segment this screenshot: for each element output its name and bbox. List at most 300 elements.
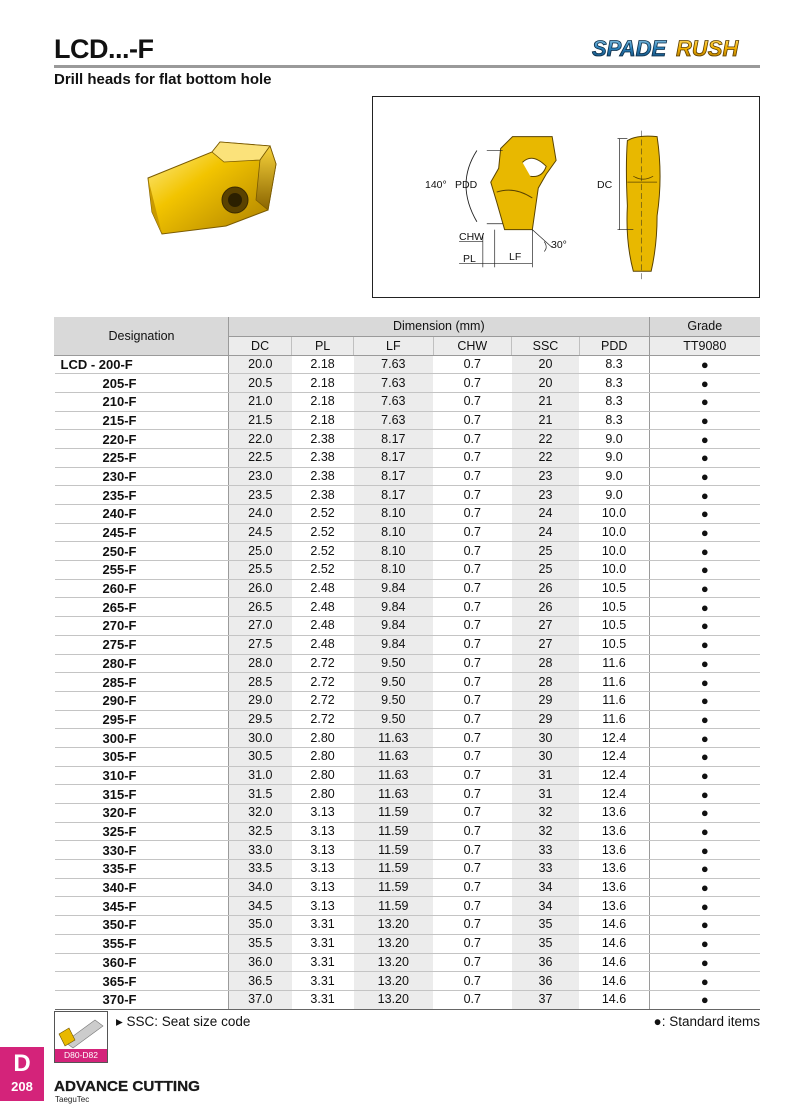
dc-cell: 20.0 (229, 355, 292, 374)
column-header-pdd: PDD (579, 336, 649, 355)
ssc-cell: 26 (512, 579, 580, 598)
pdd-cell: 9.0 (579, 467, 649, 486)
dc-cell: 21.5 (229, 411, 292, 430)
chw-cell: 0.7 (433, 355, 511, 374)
pl-cell: 2.52 (292, 561, 354, 580)
designation-cell: LCD - 200-F (55, 355, 229, 374)
dc-cell: 34.5 (229, 897, 292, 916)
pdd-cell: 10.5 (579, 598, 649, 617)
ssc-cell: 37 (512, 990, 580, 1009)
dc-cell: 21.0 (229, 392, 292, 411)
pl-cell: 2.48 (292, 617, 354, 636)
brand-subtext: TaeguTec (55, 1095, 90, 1104)
ssc-cell: 33 (512, 860, 580, 879)
ssc-cell: 26 (512, 598, 580, 617)
dc-cell: 29.0 (229, 691, 292, 710)
ssc-cell: 25 (512, 542, 580, 561)
table-row (55, 392, 761, 411)
pl-cell: 3.31 (292, 972, 354, 991)
table-row (55, 990, 761, 1009)
dc-cell: 35.5 (229, 934, 292, 953)
chw-cell: 0.7 (433, 747, 511, 766)
pl-cell: 2.52 (292, 542, 354, 561)
designation-cell: 210-F (55, 392, 229, 411)
dc-cell: 34.0 (229, 878, 292, 897)
lf-cell: 9.84 (354, 635, 434, 654)
grade-cell: ● (649, 934, 760, 953)
pl-cell: 3.31 (292, 953, 354, 972)
lf-cell: 9.84 (354, 617, 434, 636)
chw-cell: 0.7 (433, 710, 511, 729)
pl-cell: 2.18 (292, 411, 354, 430)
lf-cell: 8.10 (354, 505, 434, 524)
chw-cell: 0.7 (433, 486, 511, 505)
grade-cell: ● (649, 710, 760, 729)
chw-cell: 0.7 (433, 897, 511, 916)
pdd-cell: 10.0 (579, 505, 649, 524)
pdd-cell: 8.3 (579, 355, 649, 374)
pdd-cell: 14.6 (579, 916, 649, 935)
grade-cell: ● (649, 486, 760, 505)
ssc-cell: 23 (512, 467, 580, 486)
lf-cell: 13.20 (354, 934, 434, 953)
diagram-label-thirty: 30° (551, 239, 567, 251)
chw-cell: 0.7 (433, 542, 511, 561)
pl-cell: 2.80 (292, 747, 354, 766)
dc-cell: 24.0 (229, 505, 292, 524)
table-row (55, 467, 761, 486)
ssc-cell: 35 (512, 916, 580, 935)
chw-cell: 0.7 (433, 691, 511, 710)
pdd-cell: 11.6 (579, 673, 649, 692)
pl-cell: 2.38 (292, 430, 354, 449)
dc-cell: 23.0 (229, 467, 292, 486)
grade-cell: ● (649, 411, 760, 430)
pl-cell: 2.52 (292, 505, 354, 524)
dc-cell: 33.0 (229, 841, 292, 860)
section-letter: D (13, 1050, 31, 1077)
ssc-cell: 29 (512, 710, 580, 729)
pl-cell: 2.72 (292, 710, 354, 729)
lf-cell: 11.59 (354, 878, 434, 897)
pdd-cell: 11.6 (579, 691, 649, 710)
designation-cell: 315-F (55, 785, 229, 804)
grade-cell: ● (649, 860, 760, 879)
grade-cell: ● (649, 729, 760, 748)
grade-cell: ● (649, 953, 760, 972)
grade-cell: ● (649, 897, 760, 916)
lf-cell: 9.50 (354, 654, 434, 673)
dc-cell: 26.5 (229, 598, 292, 617)
lf-cell: 11.63 (354, 785, 434, 804)
table-row (55, 448, 761, 467)
chw-cell: 0.7 (433, 523, 511, 542)
column-header-dc: DC (229, 336, 292, 355)
table-row (55, 841, 761, 860)
pdd-cell: 13.6 (579, 860, 649, 879)
grade-cell: ● (649, 355, 760, 374)
chw-cell: 0.7 (433, 579, 511, 598)
svg-text:RUSH: RUSH (676, 36, 739, 61)
diagram-label-angle: 140° (425, 179, 447, 191)
dc-cell: 30.0 (229, 729, 292, 748)
designation-cell: 270-F (55, 617, 229, 636)
pl-cell: 2.80 (292, 729, 354, 748)
column-header-lf: LF (354, 336, 434, 355)
ssc-cell: 20 (512, 355, 580, 374)
pl-cell: 3.31 (292, 916, 354, 935)
table-row (55, 953, 761, 972)
section-tab (0, 1047, 44, 1101)
grade-cell: ● (649, 841, 760, 860)
lf-cell: 11.63 (354, 766, 434, 785)
ssc-cell: 34 (512, 897, 580, 916)
diagram-label-dc: DC (597, 179, 613, 191)
pl-cell: 3.13 (292, 897, 354, 916)
chw-cell: 0.7 (433, 934, 511, 953)
table-row (55, 916, 761, 935)
designation-cell: 230-F (55, 467, 229, 486)
lf-cell: 7.63 (354, 411, 434, 430)
grade-cell: ● (649, 467, 760, 486)
lf-cell: 7.63 (354, 392, 434, 411)
grade-cell: ● (649, 673, 760, 692)
chw-cell: 0.7 (433, 990, 511, 1009)
designation-cell: 260-F (55, 579, 229, 598)
lf-cell: 7.63 (354, 374, 434, 393)
designation-cell: 215-F (55, 411, 229, 430)
table-row (55, 430, 761, 449)
table-row (55, 822, 761, 841)
designation-cell: 240-F (55, 505, 229, 524)
table-row (55, 635, 761, 654)
chw-cell: 0.7 (433, 729, 511, 748)
column-header-pl: PL (292, 336, 354, 355)
pl-cell: 2.38 (292, 467, 354, 486)
dc-cell: 32.0 (229, 804, 292, 823)
pdd-cell: 11.6 (579, 710, 649, 729)
dc-cell: 28.0 (229, 654, 292, 673)
lf-cell: 13.20 (354, 953, 434, 972)
chw-cell: 0.7 (433, 972, 511, 991)
chw-cell: 0.7 (433, 448, 511, 467)
dc-cell: 36.0 (229, 953, 292, 972)
dc-cell: 32.5 (229, 822, 292, 841)
lf-cell: 9.84 (354, 579, 434, 598)
lf-cell: 8.17 (354, 430, 434, 449)
pl-cell: 2.52 (292, 523, 354, 542)
table-row (55, 374, 761, 393)
pdd-cell: 10.0 (579, 561, 649, 580)
pdd-cell: 13.6 (579, 822, 649, 841)
drill-head-photo (140, 130, 300, 250)
chw-cell: 0.7 (433, 785, 511, 804)
pl-cell: 3.13 (292, 878, 354, 897)
pdd-cell: 14.6 (579, 990, 649, 1009)
dc-cell: 31.0 (229, 766, 292, 785)
table-row (55, 934, 761, 953)
grade-cell: ● (649, 448, 760, 467)
drill-thumbnail-icon (55, 1012, 107, 1050)
reference-thumbnail[interactable] (54, 1011, 108, 1063)
lf-cell: 13.20 (354, 972, 434, 991)
designation-cell: 360-F (55, 953, 229, 972)
page-number: 208 (11, 1079, 33, 1094)
pl-cell: 2.18 (292, 392, 354, 411)
column-header-ssc: SSC (512, 336, 580, 355)
lf-cell: 8.17 (354, 467, 434, 486)
grade-cell: ● (649, 542, 760, 561)
pl-cell: 3.13 (292, 822, 354, 841)
lf-cell: 9.84 (354, 598, 434, 617)
diagram-label-lf: LF (509, 251, 522, 263)
chw-cell: 0.7 (433, 635, 511, 654)
pdd-cell: 12.4 (579, 785, 649, 804)
designation-cell: 325-F (55, 822, 229, 841)
pdd-cell: 8.3 (579, 374, 649, 393)
brand-text: ADVANCE CUTTING (54, 1078, 200, 1095)
dc-cell: 27.5 (229, 635, 292, 654)
dc-cell: 25.0 (229, 542, 292, 561)
dc-cell: 27.0 (229, 617, 292, 636)
dc-cell: 36.5 (229, 972, 292, 991)
page-subtitle: Drill heads for flat bottom hole (54, 71, 272, 88)
table-row (55, 505, 761, 524)
pl-cell: 2.80 (292, 785, 354, 804)
grade-cell: ● (649, 617, 760, 636)
pdd-cell: 10.0 (579, 542, 649, 561)
designation-cell: 290-F (55, 691, 229, 710)
designation-cell: 275-F (55, 635, 229, 654)
svg-text:SPADE: SPADE (592, 36, 667, 61)
dc-cell: 37.0 (229, 990, 292, 1009)
pdd-cell: 13.6 (579, 878, 649, 897)
pdd-cell: 9.0 (579, 430, 649, 449)
chw-cell: 0.7 (433, 822, 511, 841)
ssc-cell: 22 (512, 448, 580, 467)
dc-cell: 24.5 (229, 523, 292, 542)
ssc-cell: 32 (512, 804, 580, 823)
table-row (55, 691, 761, 710)
designation-cell: 310-F (55, 766, 229, 785)
ssc-cell: 20 (512, 374, 580, 393)
page-title: LCD...-F (54, 34, 154, 64)
designation-cell: 250-F (55, 542, 229, 561)
designation-header: Designation (55, 317, 229, 355)
table-row (55, 411, 761, 430)
chw-cell: 0.7 (433, 804, 511, 823)
designation-cell: 255-F (55, 561, 229, 580)
pdd-cell: 10.5 (579, 635, 649, 654)
table-row (55, 486, 761, 505)
grade-cell: ● (649, 598, 760, 617)
chw-cell: 0.7 (433, 374, 511, 393)
grade-cell: ● (649, 990, 760, 1009)
grade-cell: ● (649, 804, 760, 823)
pdd-cell: 14.6 (579, 972, 649, 991)
ssc-note: ▸ SSC: Seat size code (116, 1014, 251, 1029)
lf-cell: 11.63 (354, 747, 434, 766)
pdd-cell: 8.3 (579, 411, 649, 430)
table-row (55, 785, 761, 804)
ssc-cell: 32 (512, 822, 580, 841)
chw-cell: 0.7 (433, 467, 511, 486)
pl-cell: 2.48 (292, 635, 354, 654)
designation-cell: 295-F (55, 710, 229, 729)
table-row (55, 710, 761, 729)
lf-cell: 8.17 (354, 486, 434, 505)
grade-cell: ● (649, 523, 760, 542)
chw-cell: 0.7 (433, 654, 511, 673)
chw-cell: 0.7 (433, 505, 511, 524)
pl-cell: 2.48 (292, 579, 354, 598)
ssc-cell: 28 (512, 673, 580, 692)
chw-cell: 0.7 (433, 766, 511, 785)
table-row (55, 804, 761, 823)
table-row (55, 579, 761, 598)
ssc-cell: 24 (512, 523, 580, 542)
dimension-diagram (372, 96, 760, 298)
grade-cell: ● (649, 878, 760, 897)
grade-cell: ● (649, 392, 760, 411)
designation-cell: 340-F (55, 878, 229, 897)
ssc-cell: 30 (512, 747, 580, 766)
ssc-cell: 21 (512, 411, 580, 430)
column-header-chw: CHW (433, 336, 511, 355)
dc-cell: 20.5 (229, 374, 292, 393)
lf-cell: 8.10 (354, 523, 434, 542)
dc-cell: 28.5 (229, 673, 292, 692)
chw-cell: 0.7 (433, 878, 511, 897)
pdd-cell: 8.3 (579, 392, 649, 411)
lf-cell: 9.50 (354, 673, 434, 692)
pl-cell: 2.48 (292, 598, 354, 617)
pdd-cell: 12.4 (579, 747, 649, 766)
designation-cell: 345-F (55, 897, 229, 916)
dc-cell: 30.5 (229, 747, 292, 766)
thumbnail-label: D80-D82 (55, 1049, 107, 1062)
chw-cell: 0.7 (433, 430, 511, 449)
grade-cell: ● (649, 691, 760, 710)
pl-cell: 2.72 (292, 673, 354, 692)
grade-cell: ● (649, 635, 760, 654)
pl-cell: 3.31 (292, 990, 354, 1009)
grade-cell: ● (649, 766, 760, 785)
ssc-cell: 33 (512, 841, 580, 860)
grade-cell: ● (649, 822, 760, 841)
dimension-drawing (373, 97, 759, 297)
table-row (55, 878, 761, 897)
dc-cell: 35.0 (229, 916, 292, 935)
pl-cell: 3.13 (292, 841, 354, 860)
pdd-cell: 13.6 (579, 804, 649, 823)
ssc-cell: 30 (512, 729, 580, 748)
grade-cell: ● (649, 972, 760, 991)
grade-cell: ● (649, 505, 760, 524)
ssc-cell: 31 (512, 785, 580, 804)
ssc-cell: 23 (512, 486, 580, 505)
table-row (55, 972, 761, 991)
diagram-label-pdd: PDD (455, 179, 478, 191)
designation-cell: 305-F (55, 747, 229, 766)
designation-cell: 285-F (55, 673, 229, 692)
pl-cell: 3.13 (292, 860, 354, 879)
table-row (55, 355, 761, 374)
table-row (55, 542, 761, 561)
table-row (55, 598, 761, 617)
pdd-cell: 14.6 (579, 934, 649, 953)
lf-cell: 8.10 (354, 542, 434, 561)
dc-cell: 22.5 (229, 448, 292, 467)
table-row (55, 673, 761, 692)
pl-cell: 2.18 (292, 355, 354, 374)
grade-header: Grade (649, 317, 760, 336)
grade-cell: ● (649, 430, 760, 449)
ssc-cell: 21 (512, 392, 580, 411)
designation-cell: 265-F (55, 598, 229, 617)
lf-cell: 11.59 (354, 860, 434, 879)
dc-cell: 31.5 (229, 785, 292, 804)
diagram-label-chw: CHW (459, 231, 485, 243)
pl-cell: 2.38 (292, 448, 354, 467)
pl-cell: 2.80 (292, 766, 354, 785)
designation-cell: 280-F (55, 654, 229, 673)
pl-cell: 3.13 (292, 804, 354, 823)
lf-cell: 11.59 (354, 804, 434, 823)
ssc-cell: 27 (512, 617, 580, 636)
pdd-cell: 13.6 (579, 841, 649, 860)
grade-cell: ● (649, 747, 760, 766)
grade-cell: ● (649, 785, 760, 804)
dimension-header: Dimension (mm) (229, 317, 650, 336)
table-row (55, 729, 761, 748)
table-row (55, 747, 761, 766)
lf-cell: 11.59 (354, 897, 434, 916)
ssc-cell: 36 (512, 972, 580, 991)
designation-cell: 350-F (55, 916, 229, 935)
ssc-cell: 29 (512, 691, 580, 710)
dc-cell: 33.5 (229, 860, 292, 879)
dc-cell: 23.5 (229, 486, 292, 505)
designation-cell: 365-F (55, 972, 229, 991)
lf-cell: 11.63 (354, 729, 434, 748)
ssc-cell: 24 (512, 505, 580, 524)
pdd-cell: 14.6 (579, 953, 649, 972)
ssc-cell: 28 (512, 654, 580, 673)
column-header-grade: TT9080 (649, 336, 760, 355)
designation-cell: 235-F (55, 486, 229, 505)
pl-cell: 2.38 (292, 486, 354, 505)
grade-cell: ● (649, 916, 760, 935)
table-row (55, 860, 761, 879)
designation-cell: 355-F (55, 934, 229, 953)
lf-cell: 11.59 (354, 841, 434, 860)
ssc-cell: 25 (512, 561, 580, 580)
designation-cell: 320-F (55, 804, 229, 823)
dc-cell: 22.0 (229, 430, 292, 449)
advance-cutting-logo (53, 1074, 203, 1104)
grade-cell: ● (649, 561, 760, 580)
dc-cell: 26.0 (229, 579, 292, 598)
designation-cell: 225-F (55, 448, 229, 467)
chw-cell: 0.7 (433, 617, 511, 636)
chw-cell: 0.7 (433, 953, 511, 972)
title-divider (54, 65, 760, 68)
ssc-cell: 22 (512, 430, 580, 449)
pdd-cell: 13.6 (579, 897, 649, 916)
table-row (55, 561, 761, 580)
table-row (55, 523, 761, 542)
